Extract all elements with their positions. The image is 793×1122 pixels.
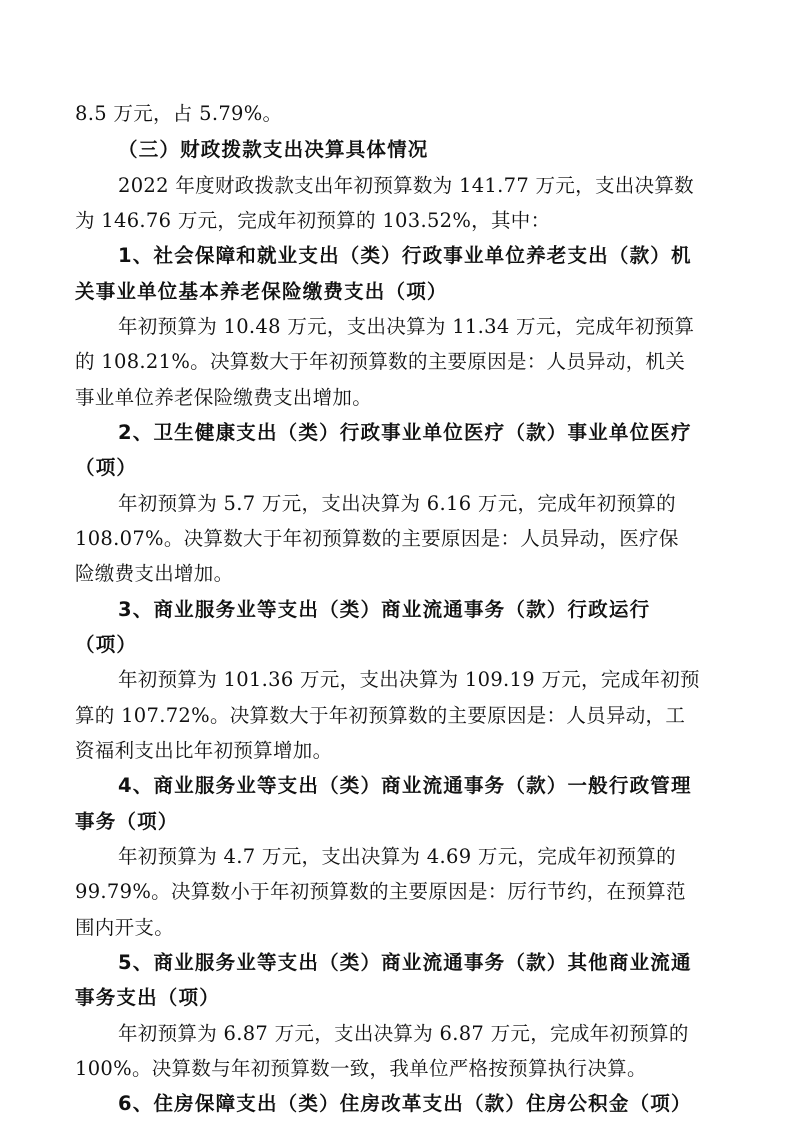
paragraph-line: 资福利支出比年初预算增加。 (75, 739, 333, 762)
paragraph-line: 围内开支。 (75, 916, 175, 939)
section-heading: （三）财政拨款支出决算具体情况 (118, 138, 429, 161)
paragraph-line: 年初预算为 6.87 万元，支出决算为 6.87 万元，完成年初预算的 (118, 1022, 689, 1045)
item-heading: 2、卫生健康支出（类）行政事业单位医疗（款）事业单位医疗 (118, 421, 692, 444)
paragraph-line: 年初预算为 4.7 万元，支出决算为 4.69 万元，完成年初预算的 (118, 845, 676, 868)
paragraph-line: 108.07%。决算数大于年初预算数的主要原因是：人员异动，医疗保 (75, 527, 679, 550)
paragraph-line: 年初预算为 5.7 万元，支出决算为 6.16 万元，完成年初预算的 (118, 492, 676, 515)
item-heading: 3、商业服务业等支出（类）商业流通事务（款）行政运行 (118, 598, 651, 621)
item-heading: 关事业单位基本养老保险缴费支出（项） (75, 280, 448, 303)
paragraph-line: 8.5 万元，占 5.79%。 (75, 102, 283, 125)
item-heading: 4、商业服务业等支出（类）商业流通事务（款）一般行政管理 (118, 774, 692, 797)
item-heading: 6、住房保障支出（类）住房改革支出（款）住房公积金（项） (118, 1092, 692, 1115)
paragraph-line: 的 108.21%。决算数大于年初预算数的主要原因是：人员异动，机关 (75, 350, 686, 373)
item-heading: 事务（项） (75, 810, 179, 833)
paragraph-line: 算的 107.72%。决算数大于年初预算数的主要原因是：人员异动，工 (75, 704, 686, 727)
item-heading: （项） (75, 456, 138, 479)
paragraph-line: 为 146.76 万元，完成年初预算的 103.52%，其中： (75, 209, 551, 232)
paragraph-line: 2022 年度财政拨款支出年初预算数为 141.77 万元，支出决算数 (118, 174, 694, 197)
item-heading: 1、社会保障和就业支出（类）行政事业单位养老支出（款）机 (118, 244, 692, 267)
paragraph-line: 险缴费支出增加。 (75, 562, 234, 585)
paragraph-line: 年初预算为 10.48 万元，支出决算为 11.34 万元，完成年初预算 (118, 315, 695, 338)
item-heading: 事务支出（项） (75, 986, 220, 1009)
item-heading: 5、商业服务业等支出（类）商业流通事务（款）其他商业流通 (118, 951, 692, 974)
paragraph-line: 年初预算为 101.36 万元，支出决算为 109.19 万元，完成年初预 (118, 668, 700, 691)
paragraph-line: 100%。决算数与年初预算数一致，我单位严格按预算执行决算。 (75, 1057, 647, 1080)
item-heading: （项） (75, 633, 138, 656)
paragraph-line: 事业单位养老保险缴费支出增加。 (75, 386, 373, 409)
paragraph-line: 99.79%。决算数小于年初预算数的主要原因是：厉行节约，在预算范 (75, 880, 686, 903)
